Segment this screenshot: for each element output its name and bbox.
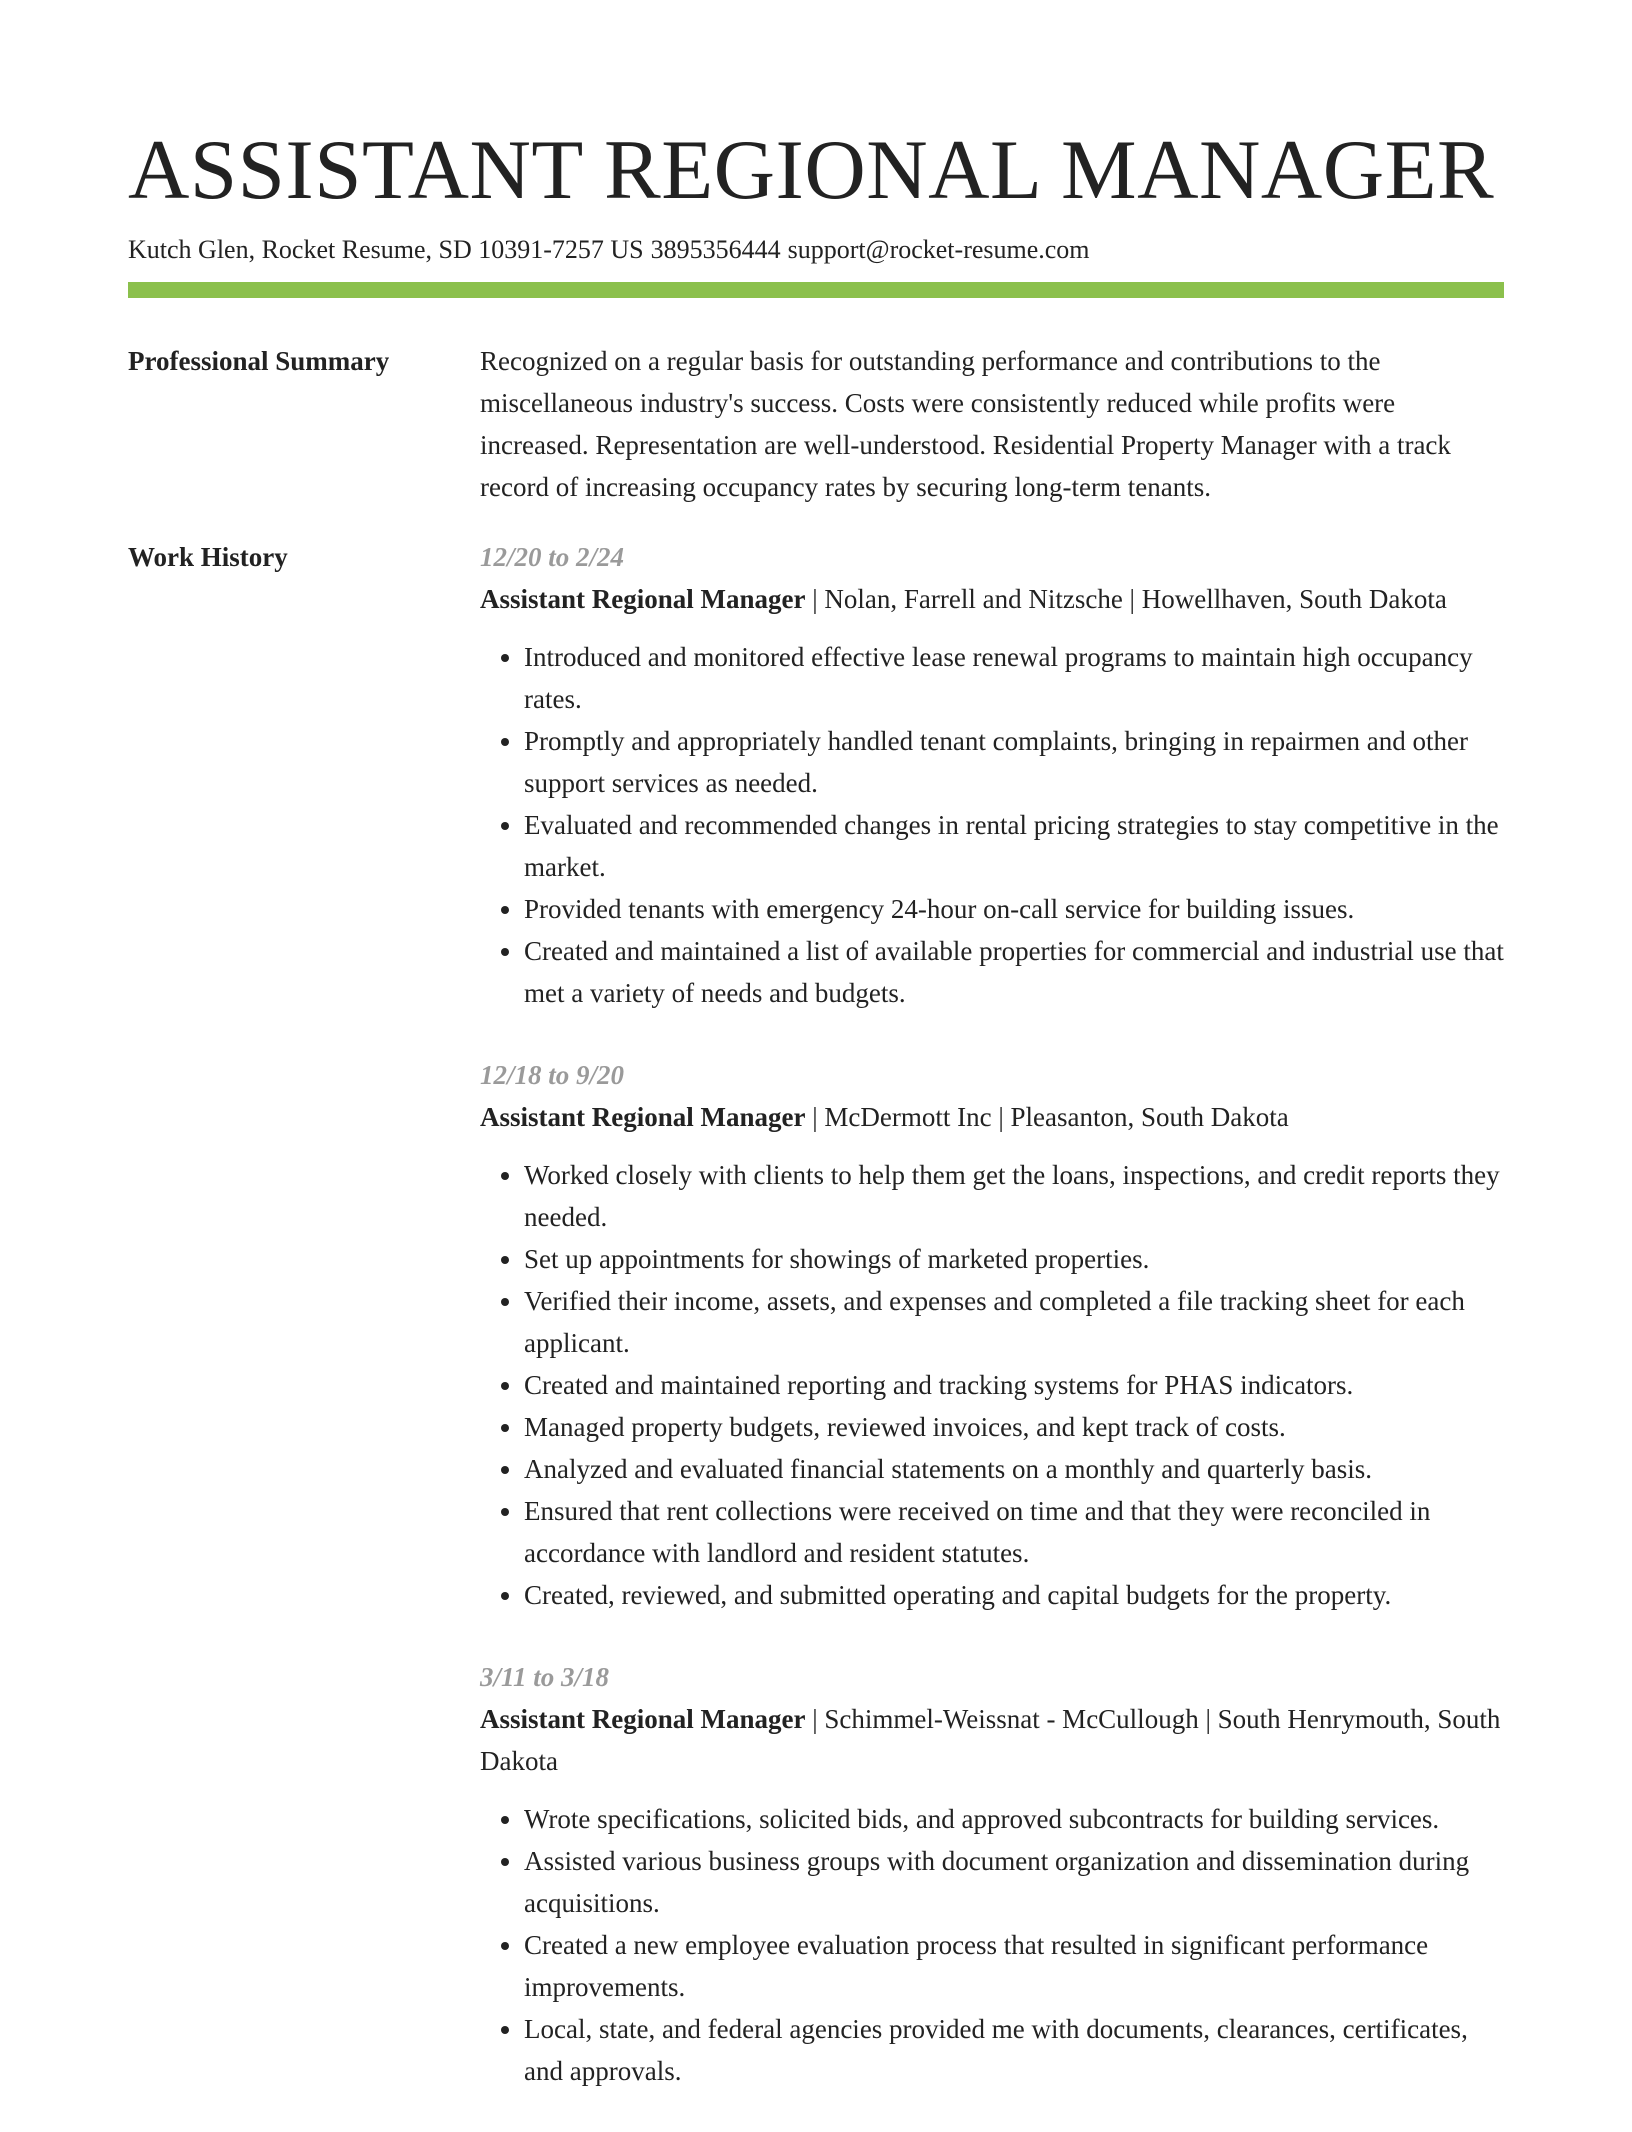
section-heading: Work History <box>128 542 288 572</box>
job-entry <box>480 536 1504 1014</box>
list-item: • Local, state, and federal agencies provided me with documents, clearances, certificates, and approvals. <box>524 2008 1504 2092</box>
list-item: • Set up appointments for showings of marketed properties. <box>524 1238 1504 1280</box>
section-body <box>480 340 1504 508</box>
list-item: • Worked closely with clients to help them get the loans, inspections, and credit reports they needed. <box>524 1154 1504 1238</box>
job-title: Assistant Regional Manager <box>480 1704 806 1734</box>
section-heading: Professional Summary <box>128 346 390 376</box>
contact-line <box>128 232 1504 268</box>
job-details: | Schimmel-Weissnat - McCullough | South Henrymouth, South Dakota <box>480 1704 1501 1776</box>
list-item: • Verified their income, assets, and expenses and completed a file tracking sheet for each applicant. <box>524 1280 1504 1364</box>
resume-name: ASSISTANT REGIONAL MANAGER <box>128 123 1495 217</box>
job-entry <box>480 1656 1504 2092</box>
list-item: • Provided tenants with emergency 24-hour on-call service for building issues. <box>524 888 1504 930</box>
contact-phone: 3895356444 <box>650 235 781 264</box>
professional-summary-section <box>128 340 1504 508</box>
job-dates: 12/18 to 9/20 <box>480 1060 625 1090</box>
list-item: • Wrote specifications, solicited bids, and approved subcontracts for building services. <box>524 1798 1504 1840</box>
list-item: • Introduced and monitored effective lease renewal programs to maintain high occupancy rates. <box>524 636 1504 720</box>
job-bullets <box>480 1798 1504 2092</box>
list-item: • Promptly and appropriately handled tenant complaints, bringing in repairmen and other support services as needed. <box>524 720 1504 804</box>
job-title: Assistant Regional Manager <box>480 1102 806 1132</box>
list-item: • Assisted various business groups with document organization and dissemination during acquisitions. <box>524 1840 1504 1924</box>
job-header <box>480 578 1504 620</box>
list-item: • Ensured that rent collections were received on time and that they were reconciled in accordance with landlord and resident statutes. <box>524 1490 1504 1574</box>
contact-address: Kutch Glen, Rocket Resume, SD 10391-7257 US <box>128 235 644 264</box>
list-item: • Managed property budgets, reviewed invoices, and kept track of costs. <box>524 1406 1504 1448</box>
summary-text: Recognized on a regular basis for outstanding performance and contributions to the miscellaneous industry's success. Costs were consistently reduced while profits were increased. Representation are well-understood. Residential Property Manager with a track record of increasing occupancy rates by securing long-term tenants. <box>480 346 1451 502</box>
job-header <box>480 1698 1504 1782</box>
list-item: • Evaluated and recommended changes in rental pricing strategies to stay competitive in the market. <box>524 804 1504 888</box>
list-item: • Created and maintained reporting and tracking systems for PHAS indicators. <box>524 1364 1504 1406</box>
list-item: • Created, reviewed, and submitted operating and capital budgets for the property. <box>524 1574 1504 1616</box>
job-title: Assistant Regional Manager <box>480 584 806 614</box>
job-dates: 12/20 to 2/24 <box>480 542 625 572</box>
job-bullets <box>480 636 1504 1014</box>
job-bullets <box>480 1154 1504 1616</box>
work-history-section <box>128 536 1504 2132</box>
contact-email: support@rocket-resume.com <box>787 235 1090 264</box>
job-header <box>480 1096 1504 1138</box>
header-divider <box>128 282 1504 298</box>
job-details: | McDermott Inc | Pleasanton, South Dakota <box>805 1102 1289 1132</box>
job-details: | Nolan, Farrell and Nitzsche | Howellhaven, South Dakota <box>805 584 1447 614</box>
list-item: • Created a new employee evaluation process that resulted in significant performance improvements. <box>524 1924 1504 2008</box>
section-body <box>480 536 1504 2132</box>
job-entry <box>480 1054 1504 1616</box>
list-item: • Created and maintained a list of available properties for commercial and industrial use that met a variety of needs and budgets. <box>524 930 1504 1014</box>
job-dates: 3/11 to 3/18 <box>480 1662 610 1692</box>
resume-page <box>128 120 1504 2132</box>
list-item: • Analyzed and evaluated financial statements on a monthly and quarterly basis. <box>524 1448 1504 1490</box>
